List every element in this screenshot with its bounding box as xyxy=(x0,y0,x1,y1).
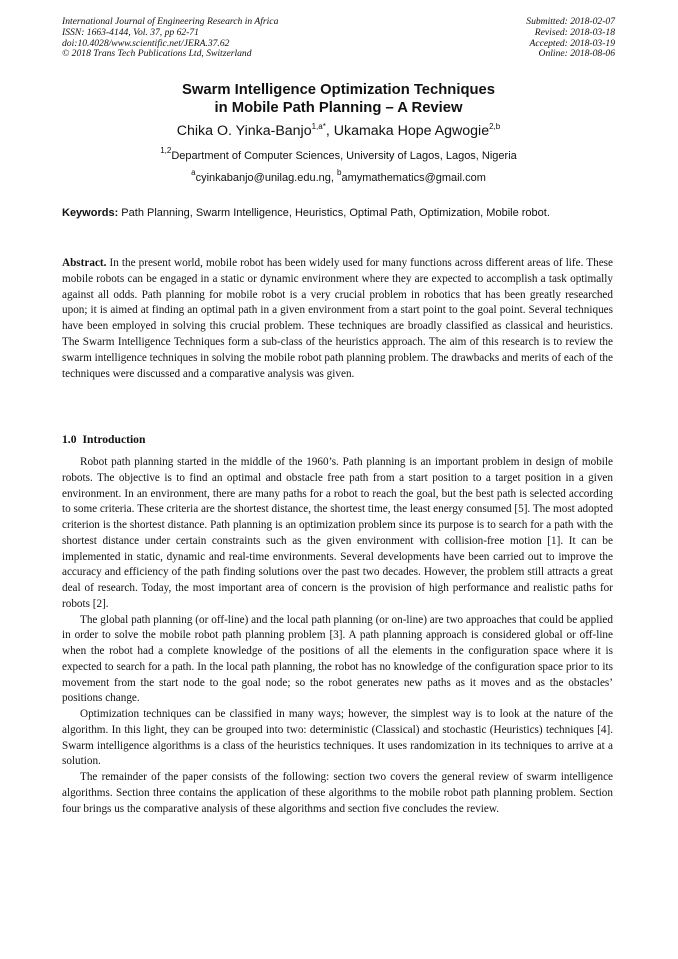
journal-name: International Journal of Engineering Research in Africa xyxy=(62,16,279,27)
title-line-1: Swarm Intelligence Optimization Techniques xyxy=(182,82,495,98)
copyright-line: © 2018 Trans Tech Publications Ltd, Switzerland xyxy=(62,48,252,60)
author-list xyxy=(62,122,615,140)
abstract-text: In the present world, mobile robot has been widely used for many functions across different areas of life. These mobile robots can be engaged in a static or dynamic environment where they are expected to accomplish a task optimally against all odds. Path planning for mobile robot is a very crucial problem in robotics that has been greatly researched upon; it is aimed at finding an optimal path in a given environment from a start point to the goal point. Several techniques have been employed in solving this crucial problem. These techniques are broadly classified as classical and heuristics. The Swarm Intelligence Techniques form a sub-class of the heuristics approach. The aim of this research is to review the swarm intelligence techniques in solving the mobile robot path planning problem. The drawbacks and merits of each of the techniques were discussed and a comparative analysis was given. xyxy=(62,257,613,380)
header-right xyxy=(526,17,615,60)
email-b: amymathematics@gmail.com xyxy=(341,172,486,184)
section-number: 1.0 xyxy=(62,433,77,446)
paragraph-1: Robot path planning started in the middle of the 1960’s. Path planning is an important problem in design of mobile robots. The objective is to find an optimal and obstacle free path from a start position to a target position in a given environment. In an environment, there are many paths for a robot to reach the goal, but the best path is selected according to some criteria. These criteria are the shortest distance, the shortest time, the least energy consumed [5]. The most adopted criterion is the shortest distance. Path planning is an optimization problem since its purpose is to search for a path with the shortest distance under certain constraints such as the given environment with collision-free motion [1]. It can be implemented in static, dynamic and real-time environments. Several developments have been carried out to improve the accuracy and efficiency of the path finding solutions over the past two decades. However, the problem still attracts a great deal of research. Today, the most important area of concern is the provision of high performance and realistic paths for robots [2]. xyxy=(62,456,613,610)
issn-line: ISSN: 1663-4144, Vol. 37, pp 62-71 xyxy=(62,26,199,38)
email-b-marker: b xyxy=(337,168,342,177)
affiliation-marker: 1,2 xyxy=(160,146,172,155)
header-left xyxy=(62,17,278,60)
paragraph-4: The remainder of the paper consists of the following: section two covers the general review of swarm intelligence algorithms. Section three contains the application of these algorithms to the mobile robot path planning problem. Section four brings us the comparative analysis of these algorithms and section five concludes the review. xyxy=(62,771,613,815)
keywords xyxy=(62,206,613,221)
title-line-2: in Mobile Path Planning – A Review xyxy=(214,100,463,116)
paper-title xyxy=(62,81,615,117)
keywords-label: Keywords: xyxy=(62,207,119,219)
submitted-date: Submitted: 2018-02-07 xyxy=(526,16,615,27)
author-1: Chika O. Yinka-Banjo xyxy=(176,123,312,139)
author-separator: , xyxy=(325,123,334,139)
affiliation-text: Department of Computer Sciences, University of Lagos, Lagos, Nigeria xyxy=(171,150,517,162)
email-a-marker: a xyxy=(191,168,196,177)
author-1-marker: 1,a* xyxy=(311,122,326,131)
doi-line: doi:10.4028/www.scientific.net/JERA.37.62 xyxy=(62,37,230,49)
email-a: cyinkabanjo@unilag.edu.ng, xyxy=(195,172,337,184)
author-2: Ukamaka Hope Agwogie xyxy=(333,123,490,139)
online-date: Online: 2018-08-06 xyxy=(538,48,615,60)
paragraph-3: Optimization techniques can be classified in many ways; however, the simplest way is to look at the nature of the algorithm. In this light, they can be grouped into two: deterministic (Classical) and stochastic (Heuristics) techniques [4]. Swarm intelligence algorithms is a class of the heuristics techniques. It uses randomization in its techniques to arrive at a solution. xyxy=(62,708,613,768)
abstract xyxy=(62,256,613,382)
section-title: Introduction xyxy=(82,433,146,446)
author-2-marker: 2,b xyxy=(489,122,501,131)
abstract-label: Abstract. xyxy=(62,257,107,269)
paragraph-2: The global path planning (or off-line) and the local path planning (or on-line) are two approaches that could be applied in order to solve the mobile robot path planning problem [3]. A path planning approach is considered global or off-line when the robot had a complete knowledge of the positions of all the elements in the configuration space where it is expected to search for a path. In the local path planning, the robot has no knowledge of the configuration space prior to its movement from the start node to the goal node; so the robot generates new paths as it moves and as the obstacles’ positions change. xyxy=(62,613,613,705)
affiliation xyxy=(62,146,615,163)
introduction-body xyxy=(62,455,613,817)
author-emails xyxy=(62,168,615,185)
revised-date: Revised: 2018-03-18 xyxy=(534,26,615,38)
keywords-text: Path Planning, Swarm Intelligence, Heuristics, Optimal Path, Optimization, Mobile robot. xyxy=(118,207,550,219)
accepted-date: Accepted: 2018-03-19 xyxy=(529,37,615,49)
section-heading xyxy=(62,432,145,447)
